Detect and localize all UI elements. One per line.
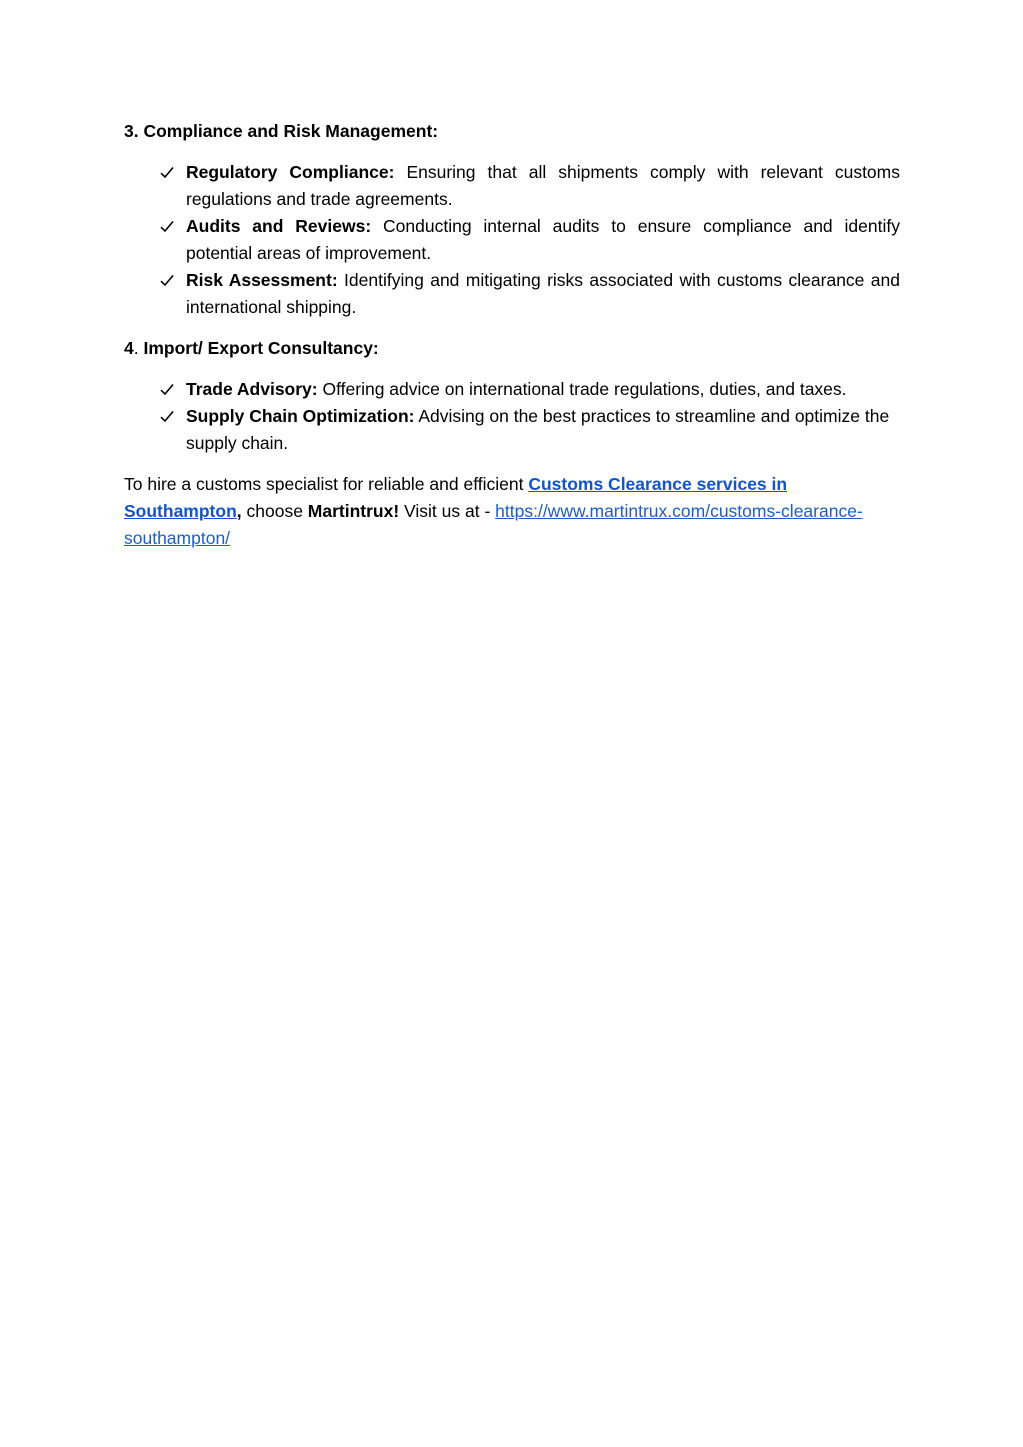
brand-name: Martintrux! [307,501,400,521]
check-mark-icon [157,376,177,403]
item-label: Regulatory Compliance: [186,162,395,182]
closing-choose: choose [241,501,308,521]
website-url-link[interactable]: https://www.martintrux.com/customs-clearance-southampton/ [124,501,863,548]
heading-text: Import/ Export Consultancy: [143,338,379,358]
item-label: Trade Advisory: [186,379,318,399]
item-text: Conducting internal audits to ensure compliance and identify potential areas of improvement. [186,216,900,263]
check-mark-icon [157,159,177,186]
compliance-checklist [124,159,900,321]
heading-number: 4 [124,338,134,358]
check-mark-icon [157,213,177,240]
closing-comma: , [236,501,242,521]
document-page [124,118,900,552]
heading-dot: . [133,338,144,358]
check-mark-icon [157,403,177,430]
item-text: Identifying and mitigating risks associated with customs clearance and international shipping. [186,270,900,317]
list-item-audits-and-reviews [124,213,900,267]
section-heading-consultancy [124,335,900,362]
list-item-risk-assessment [124,267,900,321]
closing-intro: To hire a customs specialist for reliable and efficient [124,474,529,494]
item-label: Audits and Reviews: [186,216,372,236]
item-text: Ensuring that all shipments comply with relevant customs regulations and trade agreements. [186,162,900,209]
list-item-trade-advisory [124,376,900,403]
section-heading-compliance: 3. Compliance and Risk Management: [124,121,439,141]
consultancy-checklist [124,376,900,457]
item-text: Advising on the best practices to streamline and optimize the supply chain. [186,406,890,453]
list-item-supply-chain-optimization [124,403,900,457]
check-mark-icon [157,267,177,294]
item-label: Risk Assessment: [186,270,338,290]
customs-clearance-southampton-link[interactable]: Customs Clearance services in Southampton [124,474,788,521]
item-label: Supply Chain Optimization: [186,406,415,426]
closing-visit: Visit us at - [399,501,496,521]
closing-paragraph [124,471,900,552]
item-text: Offering advice on international trade regulations, duties, and taxes. [317,379,847,399]
list-item-regulatory-compliance [124,159,900,213]
